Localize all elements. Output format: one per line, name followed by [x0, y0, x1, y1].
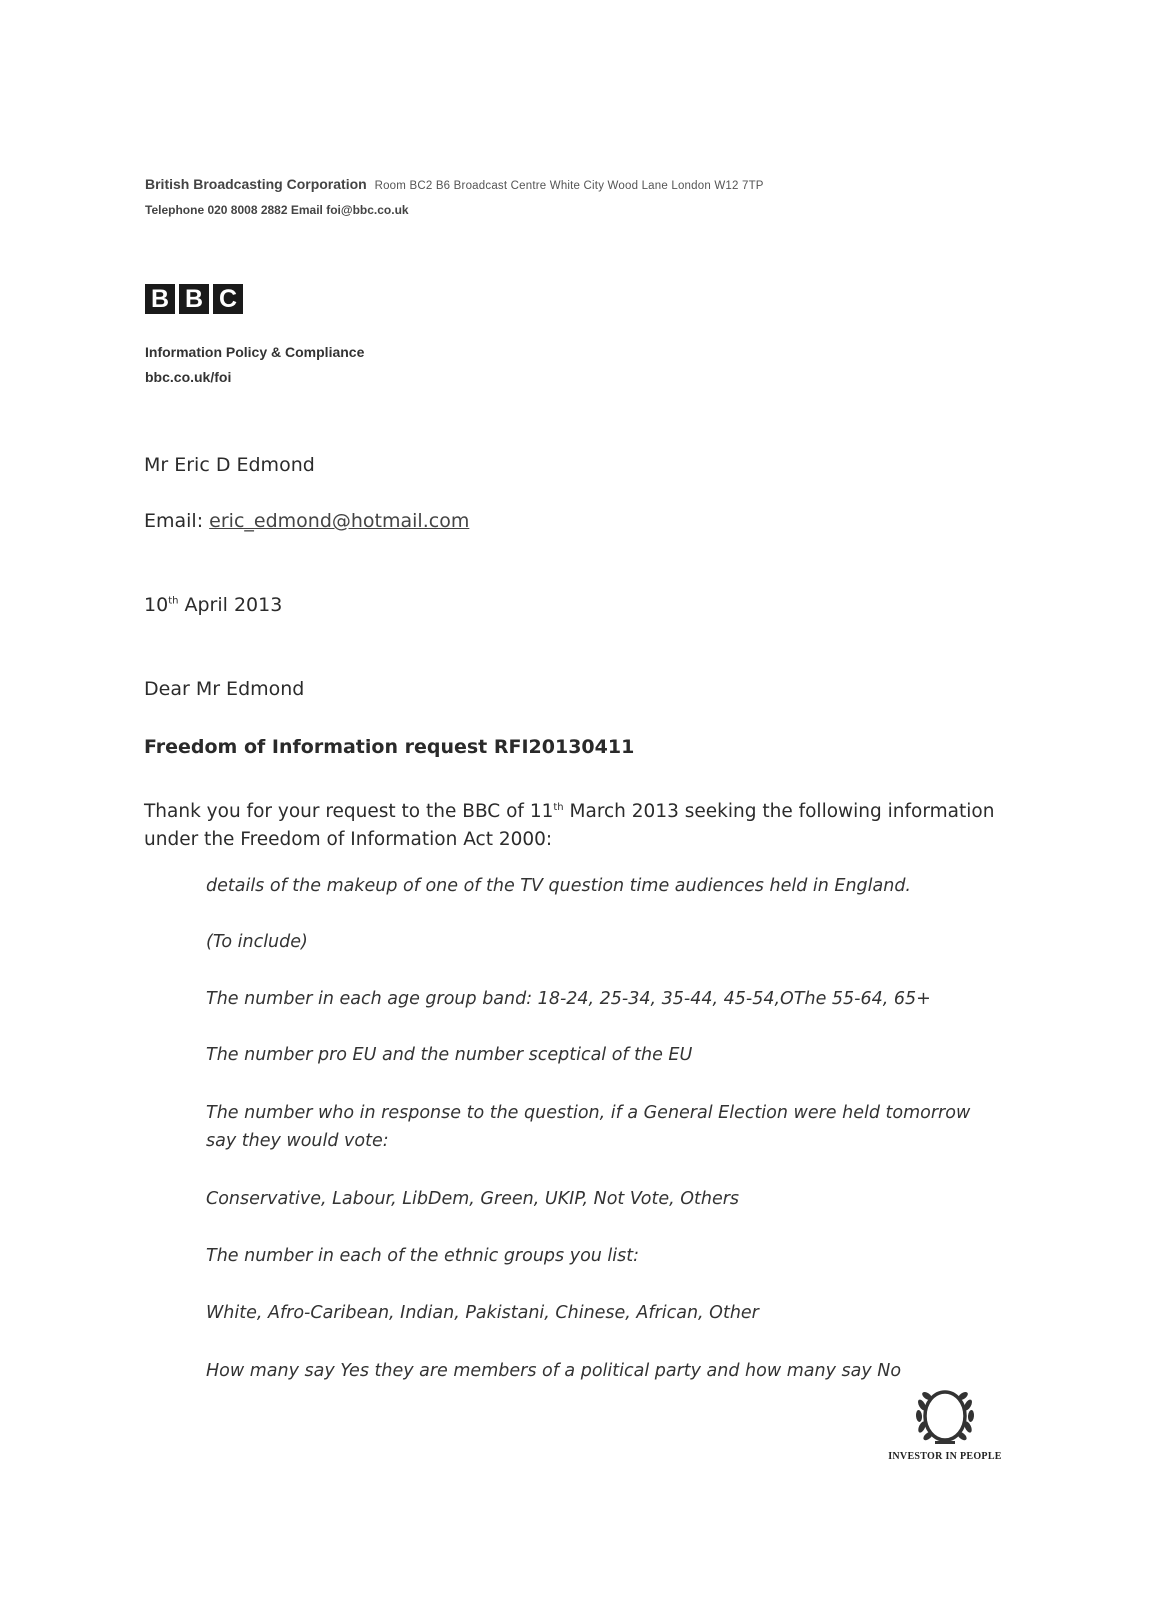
date-day: 10 — [144, 594, 169, 616]
bbc-logo — [145, 284, 243, 314]
intro-paragraph — [144, 794, 1024, 854]
organisation-name: British Broadcasting Corporation — [145, 176, 367, 192]
request-item-5: The number who in response to the question, if a General Election were held tomorrow say they would vote: — [206, 1103, 971, 1151]
request-item-1: details of the makeup of one of the TV question time audiences held in England. — [206, 876, 911, 896]
logo-letter-2: B — [179, 284, 209, 314]
intro-before: Thank you for your request to the BBC of 11 — [144, 801, 554, 823]
request-item-8: White, Afro-Caribean, Indian, Pakistani, Chinese, African, Other — [206, 1303, 759, 1323]
header-organisation — [145, 176, 764, 192]
salutation: Dear Mr Edmond — [144, 678, 305, 700]
logo-letter-3: C — [213, 284, 243, 314]
request-item-3: The number in each age group band: 18-24, 25-34, 35-44, 45-54,OThe 55-64, 65+ — [206, 989, 931, 1009]
badge-text: INVESTOR IN PEOPLE — [888, 1451, 1002, 1462]
date-rest: April 2013 — [184, 594, 283, 616]
investor-in-people-badge — [880, 1385, 1010, 1462]
request-item-6: Conservative, Labour, LibDem, Green, UKIP, Not Vote, Others — [206, 1189, 740, 1209]
department-url: bbc.co.uk/foi — [145, 369, 232, 385]
email-label: Email: — [144, 510, 204, 532]
request-item-9: How many say Yes they are members of a political party and how many say No — [206, 1361, 902, 1381]
intro-after: March 2013 seeking the following information under the Freedom of Information Act 2000: — [144, 801, 995, 851]
email-link[interactable]: eric_edmond@hotmail.com — [209, 510, 470, 532]
organisation-address: Room BC2 B6 Broadcast Centre White City Wood Lane London W12 7TP — [374, 180, 764, 192]
letter-subject: Freedom of Information request RFI20130411 — [144, 736, 635, 758]
logo-letter-1: B — [145, 284, 175, 314]
request-item-7: The number in each of the ethnic groups you list: — [206, 1246, 640, 1266]
header-contact: Telephone 020 8008 2882 Email foi@bbc.co.uk — [145, 203, 409, 217]
request-item-2: (To include) — [206, 932, 308, 952]
recipient-email-line — [144, 510, 469, 532]
request-item-4: The number pro EU and the number sceptical of the EU — [206, 1045, 693, 1065]
date-suffix: th — [168, 595, 179, 607]
laurel-wreath-icon — [910, 1385, 980, 1447]
recipient-name: Mr Eric D Edmond — [144, 454, 315, 476]
department-name: Information Policy & Compliance — [145, 344, 365, 360]
letter-date — [144, 594, 282, 616]
intro-suffix: th — [553, 802, 564, 813]
